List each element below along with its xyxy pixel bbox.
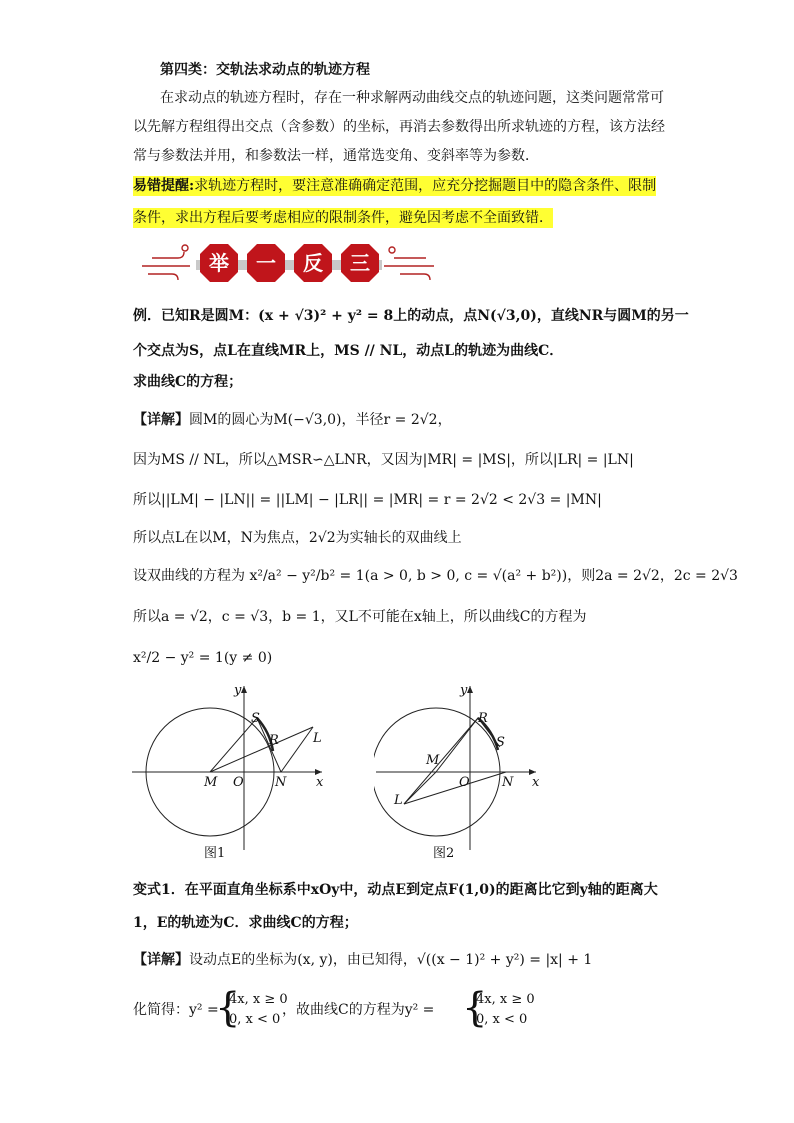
banner-left-decor <box>142 245 190 280</box>
piecewise-1-case-1: 4x, x ≥ 0 <box>229 992 288 1007</box>
solution-line-7: x²/2 − y² = 1(y ≠ 0) <box>133 650 273 666</box>
fig2-label-n: N <box>502 775 514 790</box>
solution-line-3: 所以||LM| − |LN|| = ||LM| − |LR|| = |MR| = r = 2√2 < 2√3 = |MN| <box>133 492 602 508</box>
solution-line-6: 所以a = √2，c = √3，b = 1，又L不可能在x轴上，所以曲线C的方程为 <box>133 609 587 625</box>
piecewise-2-case-1: 4x, x ≥ 0 <box>476 992 535 1007</box>
fig2-y-arrow <box>467 686 473 693</box>
fig1-label-o: O <box>233 775 244 790</box>
fig2-label-x: x <box>532 775 540 790</box>
intro-line-2: 以先解方程组得出交点（含参数）的坐标，再消去参数得出所求轨迹的方程，该方法经 <box>133 119 665 135</box>
brace-2: { <box>462 985 488 1031</box>
fig1-label-s: S <box>251 711 260 726</box>
banner-char-3: 反 <box>303 251 323 275</box>
warning-text-1: 求轨迹方程时，要注意准确确定范围，应充分挖掘题目中的隐含条件、限制 <box>194 178 657 194</box>
fig1-caption: 图1 <box>204 846 226 861</box>
piecewise-1-case-2: 0, x < 0 <box>229 1012 281 1027</box>
piecewise-prefix: 化简得：y² = <box>133 1002 219 1018</box>
warning-line-1 <box>133 176 656 196</box>
fig2-label-r: R <box>478 711 488 726</box>
intro-line-3: 常与参数法并用，和参数法一样，通常选变角、变斜率等为参数． <box>133 148 539 164</box>
banner-graphic <box>138 238 438 288</box>
fig2-label-o: O <box>459 775 470 790</box>
variant-line-2: 1，E的轨迹为C．求曲线C的方程； <box>133 915 358 931</box>
example-line-2: 个交点为S，点L在直线MR上，MS // NL，动点L的轨迹为曲线C． <box>133 343 564 359</box>
fig1-label-l: L <box>313 731 322 746</box>
piecewise-mid: ，故曲线C的方程为y² = <box>282 1002 435 1018</box>
fig1-label-m: M <box>204 775 218 790</box>
variant-solution-line-2 <box>133 1000 219 1020</box>
section-title: 第四类：交轨法求动点的轨迹方程 <box>160 62 370 78</box>
solution-line-1 <box>133 410 452 430</box>
warning-line-2: 条件，求出方程后要考虑相应的限制条件，避免因考虑不全面致错． <box>133 210 553 226</box>
banner-char-4: 三 <box>350 251 370 275</box>
variant-line-1: 变式1．在平面直角坐标系中xOy中，动点E到定点F(1,0)的距离比它到y轴的距离大 <box>133 882 658 898</box>
piecewise-2-case-2: 0, x < 0 <box>476 1012 528 1027</box>
figure-2 <box>374 680 554 855</box>
solution-text-1: 圆M的圆心为M(−√3,0)，半径r = 2√2， <box>189 412 452 428</box>
fig2-line-lr <box>404 718 478 804</box>
fig2-label-l: L <box>394 793 403 808</box>
fig1-label-r: R <box>269 733 279 748</box>
fig2-label-s: S <box>496 735 505 750</box>
solution-label: 【详解】 <box>133 412 189 428</box>
banner-right-decor <box>384 247 434 280</box>
fig2-label-m: M <box>426 753 440 768</box>
example-question: 求曲线C的方程； <box>133 374 243 390</box>
banner-char-1: 举 <box>209 251 229 275</box>
fig1-label-y: y <box>234 683 242 698</box>
fig1-label-n: N <box>275 775 287 790</box>
banner <box>138 238 438 288</box>
variant-solution-label: 【详解】 <box>133 952 189 968</box>
fig2-line-mrs <box>436 718 500 772</box>
solution-line-2: 因为MS // NL，所以△MSR∽△LNR，又因为|MR| = |MS|，所以|LR| = |LN| <box>133 452 634 468</box>
intro-line-1: 在求动点的轨迹方程时，存在一种求解两动曲线交点的轨迹问题，这类问题常常可 <box>160 90 664 106</box>
warning-label: 易错提醒: <box>133 178 195 194</box>
fig1-y-arrow <box>241 686 247 693</box>
fig2-label-y: y <box>460 683 468 698</box>
figure-1 <box>130 680 340 855</box>
solution-line-5: 设双曲线的方程为 x²/a² − y²/b² = 1(a > 0, b > 0, c = √(a² + b²))，则2a = 2√2，2c = 2√3 <box>133 568 738 584</box>
brace-1: { <box>215 985 241 1031</box>
variant-solution-line-1 <box>133 950 592 970</box>
solution-line-4: 所以点L在以M，N为焦点，2√2为实轴长的双曲线上 <box>133 530 462 546</box>
example-line-1: 例．已知R是圆M：(x + √3)² + y² = 8上的动点，点N(√3,0)，直线NR与圆M的另一 <box>133 308 689 324</box>
variant-solution-text-1: 设动点E的坐标为(x, y)，由已知得，√((x − 1)² + y²) = |x| + 1 <box>189 952 593 968</box>
fig1-label-x: x <box>316 775 324 790</box>
banner-char-2: 一 <box>256 251 276 275</box>
fig2-caption: 图2 <box>433 846 455 861</box>
